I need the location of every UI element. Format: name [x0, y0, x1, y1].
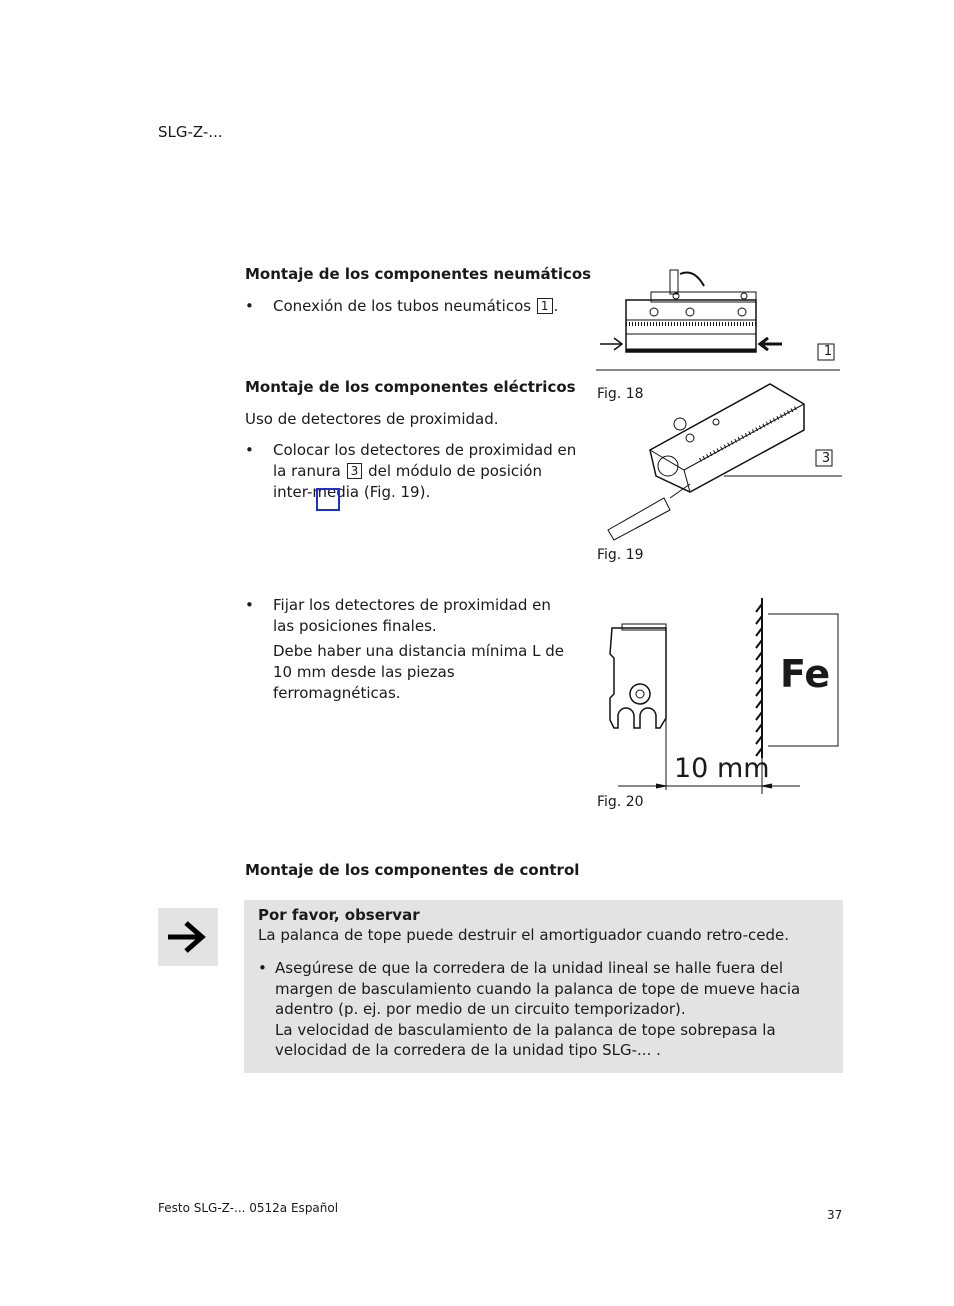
- page-number: 37: [827, 1208, 843, 1222]
- intro-electric: Uso de detectores de proximidad.: [245, 410, 499, 428]
- fig19-caption: Fig. 19: [597, 547, 644, 563]
- fig20-caption: Fig. 20: [597, 794, 644, 810]
- bullet-electric: • Colocar los detectores de proximidad en la ranura 3 del módulo de posición inter-media (Fig. 19).: [245, 441, 577, 501]
- fig18-callout: 1: [823, 344, 833, 359]
- bullet-electric-text-a: Colocar los detectores de proximidad en la ranura: [273, 441, 577, 480]
- bullet-pneumatic-text: Conexión de los tubos neumáticos: [273, 297, 532, 315]
- fig19-drawing: [600, 378, 842, 540]
- bullet-limits-text: Fijar los detectores de proximidad en las posiciones finales.: [273, 596, 551, 635]
- arrow-right-icon: [166, 916, 208, 958]
- heading-control: Montaje de los componentes de control: [245, 861, 580, 879]
- ref-box-3: 3: [347, 463, 363, 479]
- fig18-caption: Fig. 18: [597, 386, 644, 402]
- ref-box-1: 1: [537, 298, 553, 314]
- heading-pneumatic: Montaje de los componentes neumáticos: [245, 265, 592, 283]
- heading-electric: Montaje de los componentes eléctricos: [245, 378, 576, 396]
- bullet-electric-text-b: del módulo de posición inter-media (Fig. 19).: [273, 462, 542, 501]
- page-header-model: SLG-Z-...: [158, 123, 223, 141]
- note-bullet-text-b: La velocidad de basculamiento de la palanca de tope sobrepasa la velocidad de la corredera de la unidad tipo SLG-... .: [275, 1020, 776, 1059]
- fig20-material-label: Fe: [780, 652, 831, 696]
- note-title: Por favor, observar: [258, 906, 420, 924]
- bullet-limits: • Fijar los detectores de proximidad en las posiciones finales.: [245, 596, 551, 635]
- limits-subtext: Debe haber una distancia mínima L de 10 mm desde las piezas ferromagnéticas.: [273, 642, 565, 702]
- fig20-distance-label: 10 mm: [674, 753, 770, 784]
- fig19-callout: 3: [821, 451, 831, 466]
- fig18-drawing: [596, 262, 842, 374]
- footer-left: Festo SLG-Z-... 0512a Español: [158, 1201, 339, 1215]
- note-bullet: • Asegúrese de que la corredera de la unidad lineal se halle fuera del margen de basculamiento cuando la palanca de tope de mueve hacia adentro (p. ej. por medio de un circuito temporizador). La velocidad de basculamiento de la palanca de tope sobrepasa la velocidad de la corredera de la unidad tipo SLG-... .: [258, 959, 801, 1059]
- note-icon-box: [158, 908, 218, 966]
- bullet-pneumatic: • Conexión de los tubos neumáticos 1 .: [245, 297, 559, 315]
- selection-highlight: [316, 488, 340, 511]
- note-line: La palanca de tope puede destruir el amortiguador cuando retro-cede.: [258, 926, 789, 944]
- note-bullet-text-a: Asegúrese de que la corredera de la unidad lineal se halle fuera del margen de basculamiento cuando la palanca de tope de mueve hacia adentro (p. ej. por medio de un circuito temporizador).: [275, 959, 801, 1018]
